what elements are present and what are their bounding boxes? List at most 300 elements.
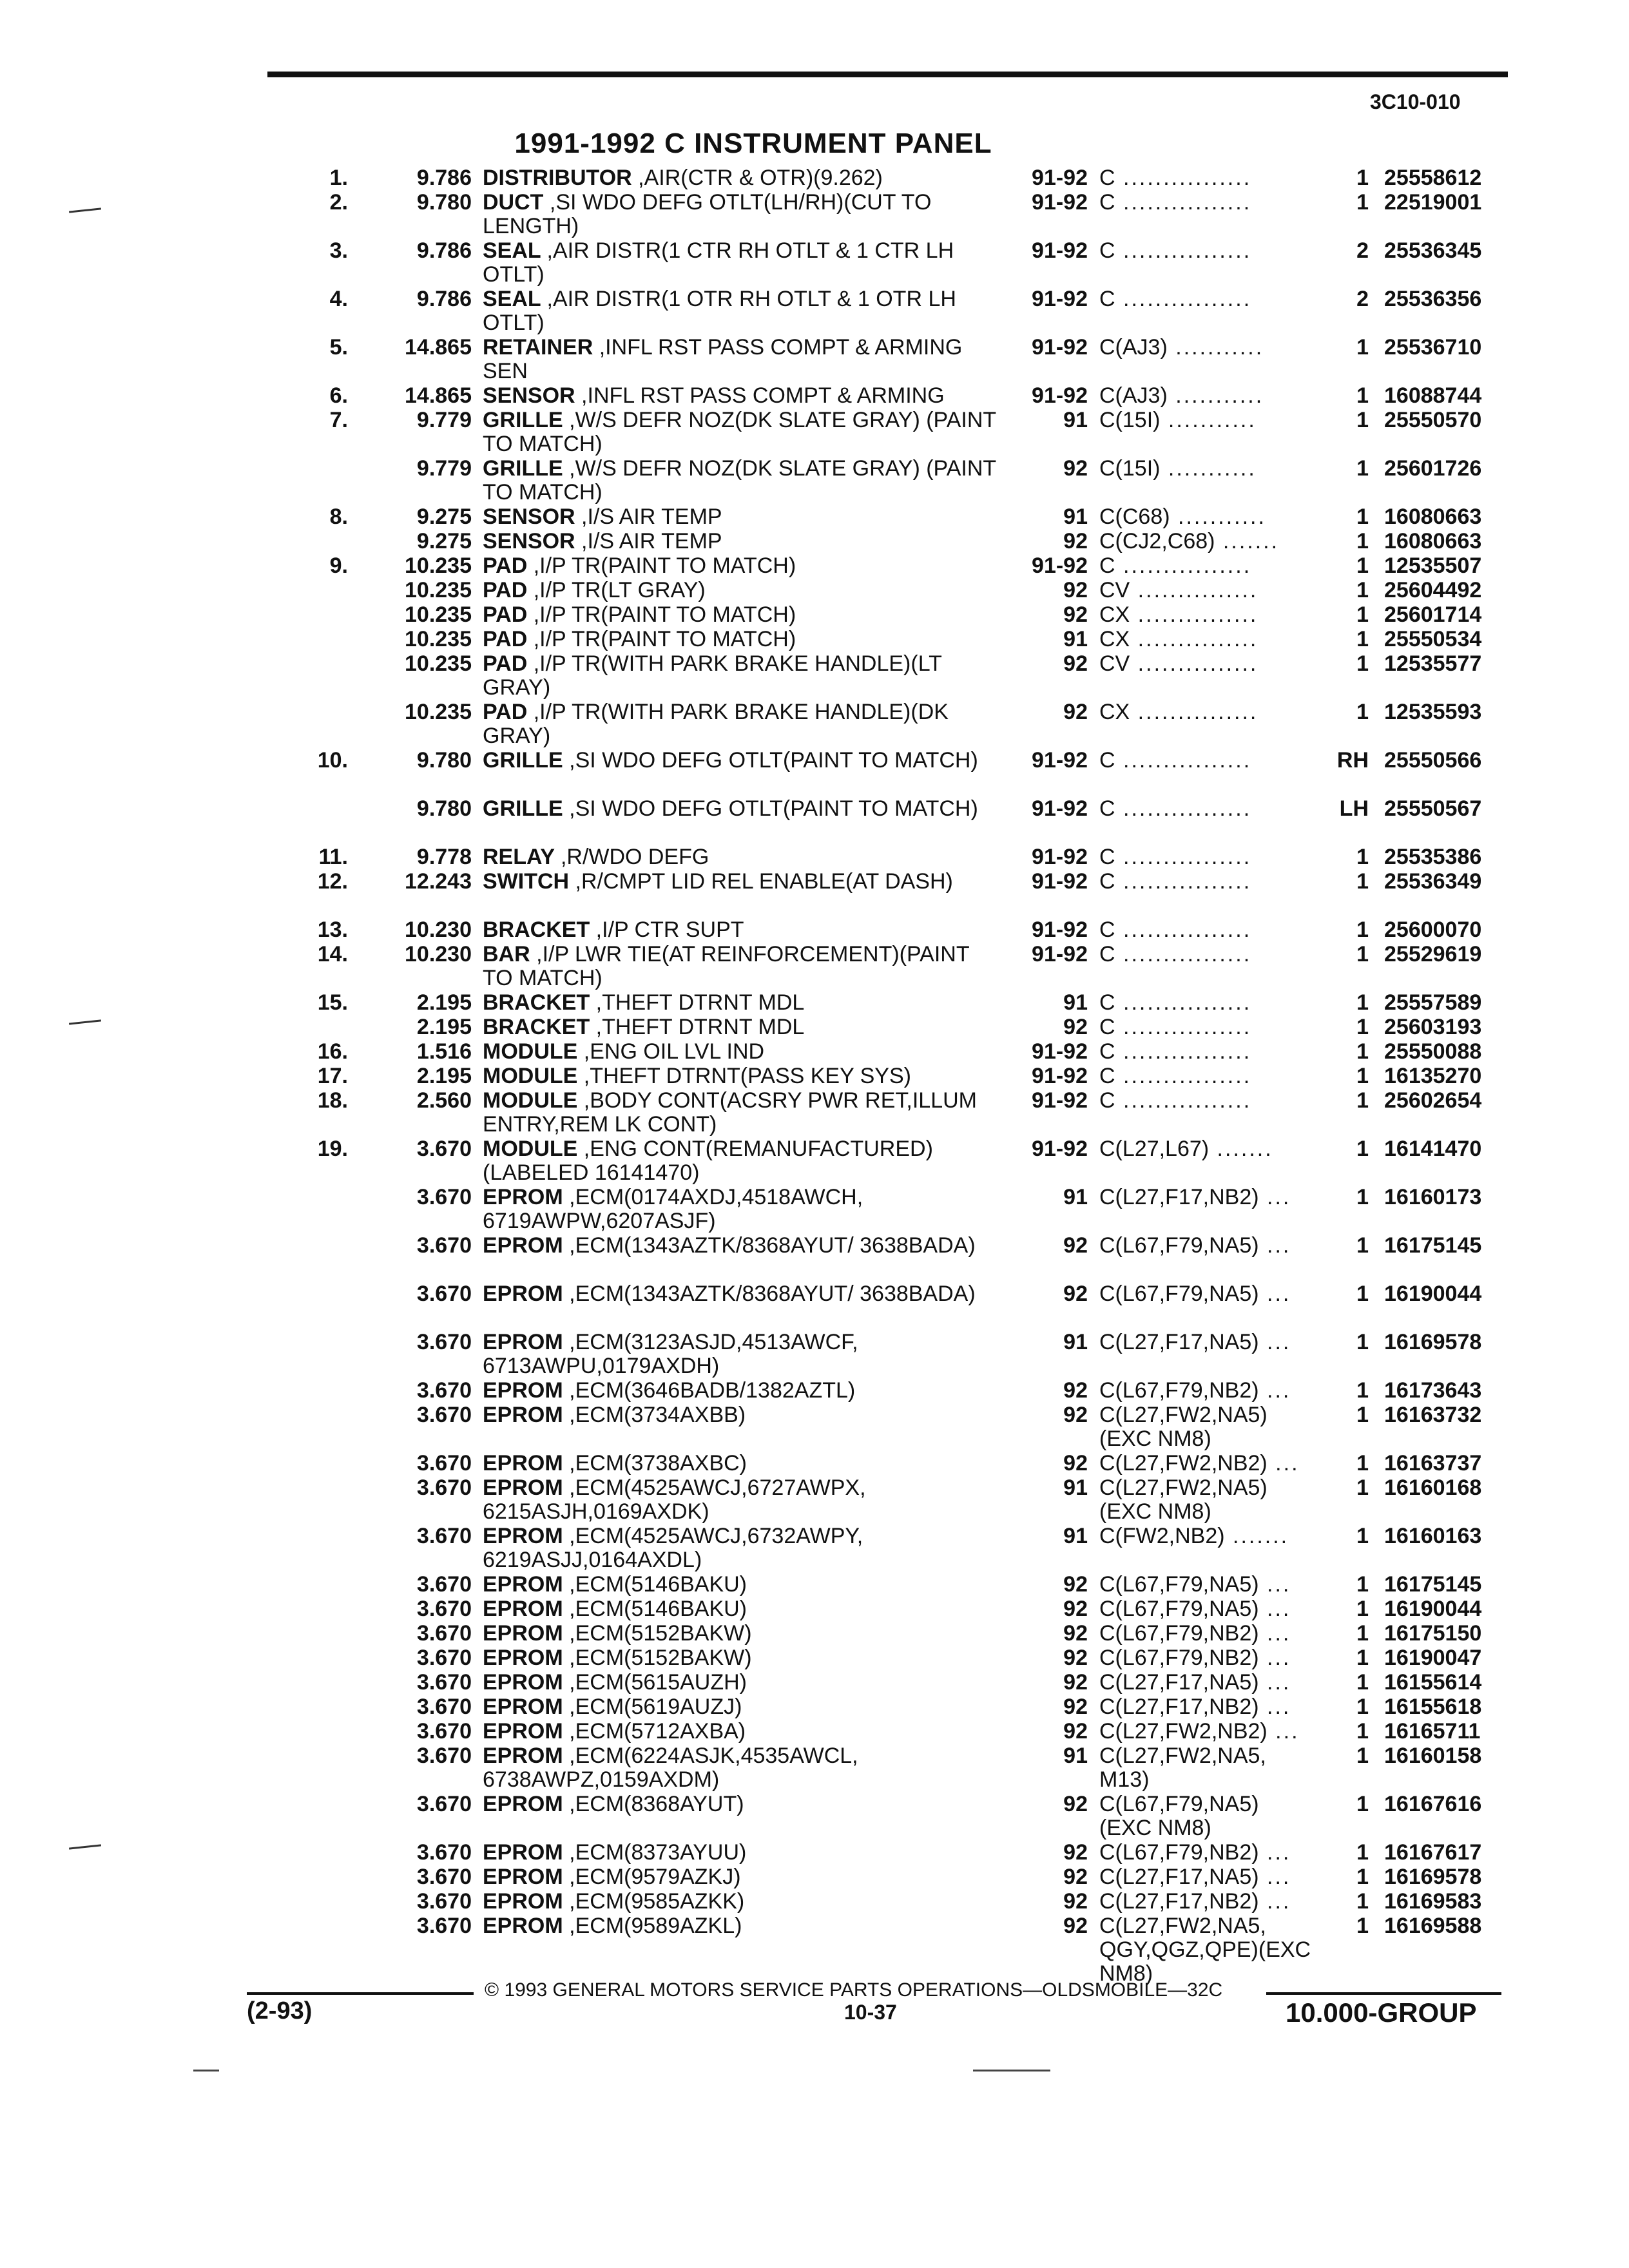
model-year: 91 <box>1063 1744 1088 1768</box>
leader-dots: ....... <box>1209 1137 1273 1161</box>
part-detail: ,I/P LWR TIE(AT REINFORCEMENT)(PAINT TO MATCH) <box>483 942 969 990</box>
quantity: 1 <box>1356 869 1369 894</box>
quantity: RH <box>1336 748 1369 773</box>
series-code-text: C(L27,FW2,NA5, QGY,QGZ,QPE)(EXC NM8) <box>1099 1914 1311 1986</box>
part-description <box>483 1089 998 1137</box>
part-description <box>483 700 998 748</box>
model-year: 92 <box>1063 1451 1088 1475</box>
part-description <box>483 579 998 602</box>
model-year: 92 <box>1063 602 1088 627</box>
series-code <box>1099 749 1315 773</box>
series-code <box>1099 1597 1315 1621</box>
series-code-text: C(AJ3) <box>1099 384 1168 408</box>
leader-dots: ... <box>1258 1622 1291 1646</box>
model-year: 92 <box>1063 1403 1088 1427</box>
part-name: EPROM <box>483 1719 563 1744</box>
leader-dots: ... <box>1258 1379 1291 1403</box>
part-description <box>483 1452 998 1475</box>
part-description <box>483 603 998 627</box>
part-number: 25601714 <box>1384 602 1482 627</box>
part-detail: ,ECM(0174AXDJ,4518AWCH, 6719AWPW,6207ASJF) <box>483 1185 863 1233</box>
parts-row <box>0 408 1629 457</box>
part-description <box>483 918 998 942</box>
series-code-text: C(L27,FW2,NB2) <box>1099 1452 1268 1475</box>
part-description <box>483 1720 998 1744</box>
reference-number: 2.195 <box>416 1015 472 1039</box>
model-year: 92 <box>1063 1282 1088 1306</box>
part-name: EPROM <box>483 1403 563 1427</box>
part-description <box>483 749 998 773</box>
part-number: 25536356 <box>1384 287 1482 311</box>
part-detail: ,AIR DISTR(1 OTR RH OTLT & 1 OTR LH OTLT) <box>483 287 956 335</box>
model-year: 92 <box>1063 1719 1088 1744</box>
quantity: 1 <box>1356 578 1369 602</box>
series-code <box>1099 628 1315 651</box>
part-number: 16190044 <box>1384 1282 1482 1306</box>
part-detail: ,ECM(5712AXBA) <box>569 1719 746 1744</box>
part-name: EPROM <box>483 1670 563 1695</box>
reference-number: 9.780 <box>416 796 472 821</box>
part-name: EPROM <box>483 1865 563 1889</box>
part-description <box>483 1186 998 1233</box>
part-detail: ,ECM(3734AXBB) <box>569 1403 746 1427</box>
reference-number: 9.778 <box>416 845 472 869</box>
series-code <box>1099 1524 1315 1548</box>
item-key: 5. <box>329 335 348 360</box>
series-code <box>1099 287 1315 311</box>
series-code <box>1099 1865 1315 1889</box>
part-number: 16175145 <box>1384 1572 1482 1597</box>
quantity: 2 <box>1356 287 1369 311</box>
series-code-text: C <box>1099 1089 1115 1113</box>
parts-row <box>0 1622 1629 1646</box>
reference-number: 3.670 <box>416 1378 472 1403</box>
footer-copyright: © 1993 GENERAL MOTORS SERVICE PARTS OPERATIONS—OLDSMOBILE—32C <box>485 1979 1223 2001</box>
leader-dots: ................ <box>1115 943 1252 966</box>
parts-row <box>0 700 1629 749</box>
part-description <box>483 1792 998 1816</box>
model-year: 92 <box>1063 1792 1088 1816</box>
leader-dots: ........... <box>1160 408 1257 432</box>
part-description <box>483 1379 998 1403</box>
series-code-text: C(AJ3) <box>1099 336 1168 360</box>
series-code-text: C(L27,FW2,NA5, M13) <box>1099 1744 1266 1792</box>
part-detail: ,ECM(5619AUZJ) <box>569 1695 742 1719</box>
part-detail: ,R/WDO DEFG <box>560 845 709 869</box>
leader-dots: ... <box>1258 1331 1291 1354</box>
model-year: 91-92 <box>1032 1137 1088 1161</box>
part-number: 25602654 <box>1384 1088 1482 1113</box>
part-number: 16088744 <box>1384 383 1482 408</box>
series-code <box>1099 457 1315 481</box>
quantity: 1 <box>1356 553 1369 578</box>
part-description <box>483 1282 998 1306</box>
series-code <box>1099 1646 1315 1670</box>
series-code-text: CX <box>1099 628 1130 651</box>
leader-dots: ... <box>1258 1865 1291 1889</box>
part-number: 12535577 <box>1384 651 1482 676</box>
parts-row <box>0 1403 1629 1452</box>
leader-dots: ... <box>1258 1671 1291 1695</box>
model-year: 92 <box>1063 1015 1088 1039</box>
series-code-text: C(L67,F79,NA5) <box>1099 1597 1259 1621</box>
leader-dots: ... <box>1258 1186 1291 1209</box>
series-code <box>1099 530 1315 553</box>
part-detail: ,I/P TR(PAINT TO MATCH) <box>533 553 796 578</box>
reference-number: 10.230 <box>405 918 472 942</box>
quantity: 1 <box>1356 166 1369 190</box>
reference-number: 1.516 <box>416 1039 472 1064</box>
part-name: SEAL <box>483 238 541 263</box>
quantity: 1 <box>1356 1889 1369 1914</box>
leader-dots: ... <box>1258 1597 1291 1621</box>
part-name: EPROM <box>483 1695 563 1719</box>
footer-page-number: 10-37 <box>844 2001 897 2024</box>
model-year: 91-92 <box>1032 1039 1088 1064</box>
series-code <box>1099 384 1315 408</box>
part-number: 25604492 <box>1384 578 1482 602</box>
series-code-text: C <box>1099 797 1115 821</box>
part-name: PAD <box>483 553 528 578</box>
series-code <box>1099 1186 1315 1209</box>
part-number: 25601726 <box>1384 456 1482 481</box>
quantity: 1 <box>1356 335 1369 360</box>
part-name: EPROM <box>483 1451 563 1475</box>
part-name: EPROM <box>483 1744 563 1768</box>
leader-dots: ........... <box>1167 384 1264 408</box>
leader-dots: ... <box>1258 1234 1291 1258</box>
item-key: 2. <box>329 190 348 215</box>
part-description <box>483 1622 998 1646</box>
part-number: 25550567 <box>1384 796 1482 821</box>
part-description <box>483 554 998 578</box>
parts-row <box>0 1890 1629 1914</box>
part-number: 16080663 <box>1384 529 1482 553</box>
part-number: 12535593 <box>1384 700 1482 724</box>
part-detail: ,ECM(9585AZKK) <box>569 1889 745 1914</box>
leader-dots: ................ <box>1115 166 1252 190</box>
parts-row <box>0 1064 1629 1089</box>
reference-number: 10.235 <box>405 578 472 602</box>
page-code: 3C10-010 <box>1370 90 1461 113</box>
series-code <box>1099 1064 1315 1088</box>
part-detail: ,SI WDO DEFG OTLT(PAINT TO MATCH) <box>569 796 978 821</box>
reference-number: 3.670 <box>416 1695 472 1719</box>
part-detail: ,ECM(3738AXBC) <box>569 1451 747 1475</box>
part-description <box>483 1914 998 1938</box>
leader-dots: ................ <box>1115 554 1252 578</box>
model-year: 92 <box>1063 456 1088 481</box>
reference-number: 3.670 <box>416 1524 472 1548</box>
part-description <box>483 628 998 651</box>
series-code <box>1099 918 1315 942</box>
part-detail: ,I/P CTR SUPT <box>595 918 744 942</box>
series-code <box>1099 1792 1315 1840</box>
part-name: EPROM <box>483 1572 563 1597</box>
quantity: 1 <box>1356 602 1369 627</box>
series-code-text: C <box>1099 991 1115 1015</box>
series-code <box>1099 505 1315 529</box>
leader-dots: ................ <box>1115 1040 1252 1064</box>
part-detail: ,I/P TR(LT GRAY) <box>533 578 706 602</box>
part-number: 16155614 <box>1384 1670 1482 1695</box>
series-code <box>1099 1573 1315 1597</box>
part-number: 16167617 <box>1384 1840 1482 1865</box>
part-name: PAD <box>483 627 528 651</box>
series-code-text: C <box>1099 870 1115 894</box>
series-code <box>1099 1137 1315 1161</box>
part-description <box>483 1476 998 1524</box>
model-year: 92 <box>1063 1865 1088 1889</box>
part-name: DUCT <box>483 190 544 215</box>
part-detail: ,BODY CONT(ACSRY PWR RET,ILLUM ENTRY,REM LK CONT) <box>483 1088 978 1137</box>
reference-number: 9.780 <box>416 190 472 215</box>
reference-number: 3.670 <box>416 1670 472 1695</box>
series-code <box>1099 1331 1315 1354</box>
part-detail: ,SI WDO DEFG OTLT(PAINT TO MATCH) <box>569 748 978 773</box>
part-name: PAD <box>483 602 528 627</box>
part-detail: ,ECM(5152BAKW) <box>569 1646 752 1670</box>
model-year: 91-92 <box>1032 942 1088 966</box>
quantity: 1 <box>1356 1572 1369 1597</box>
parts-row <box>0 1137 1629 1186</box>
model-year: 92 <box>1063 1572 1088 1597</box>
part-description <box>483 239 998 287</box>
part-name: SENSOR <box>483 529 575 553</box>
quantity: 1 <box>1356 918 1369 942</box>
part-number: 25536710 <box>1384 335 1482 360</box>
series-code <box>1099 1914 1315 1986</box>
item-key: 14. <box>317 942 348 966</box>
part-description <box>483 408 998 456</box>
reference-number: 2.195 <box>416 1064 472 1088</box>
part-name: EPROM <box>483 1914 563 1938</box>
part-name: SENSOR <box>483 383 575 408</box>
part-description <box>483 1403 998 1427</box>
reference-number: 2.195 <box>416 990 472 1015</box>
leader-dots: ... <box>1258 1646 1291 1670</box>
parts-row <box>0 166 1629 191</box>
reference-number: 14.865 <box>405 383 472 408</box>
parts-row <box>0 1524 1629 1573</box>
part-number: 16135270 <box>1384 1064 1482 1088</box>
part-description <box>483 870 998 894</box>
part-detail: ,ECM(1343AZTK/8368AYUT/ 3638BADA) <box>569 1282 976 1306</box>
item-key: 4. <box>329 287 348 311</box>
part-name: EPROM <box>483 1621 563 1646</box>
part-number: 16160163 <box>1384 1524 1482 1548</box>
part-name: EPROM <box>483 1840 563 1865</box>
footer-dash <box>973 2070 1050 2071</box>
series-code <box>1099 1379 1315 1403</box>
part-number: 16167616 <box>1384 1792 1482 1816</box>
part-name: EPROM <box>483 1233 563 1258</box>
series-code-text: C(15I) <box>1099 408 1161 432</box>
parts-row <box>0 1331 1629 1379</box>
leader-dots: ............... <box>1130 579 1258 602</box>
part-name: BRACKET <box>483 918 590 942</box>
part-number: 25600070 <box>1384 918 1482 942</box>
model-year: 91-92 <box>1032 918 1088 942</box>
series-code-text: C <box>1099 239 1115 263</box>
part-number: 16169578 <box>1384 1330 1482 1354</box>
reference-number: 3.670 <box>416 1744 472 1768</box>
quantity: 2 <box>1356 238 1369 263</box>
series-code <box>1099 1089 1315 1113</box>
part-detail: ,ECM(3123ASJD,4513AWCF, 6713AWPU,0179AXDH) <box>483 1330 858 1378</box>
parts-row <box>0 384 1629 408</box>
parts-row <box>0 1914 1629 1986</box>
parts-row <box>0 239 1629 287</box>
quantity: 1 <box>1356 1403 1369 1427</box>
model-year: 91-92 <box>1032 869 1088 894</box>
top-rule <box>267 72 1508 77</box>
part-number: 16175150 <box>1384 1621 1482 1646</box>
series-code <box>1099 408 1315 432</box>
parts-row <box>0 287 1629 336</box>
part-name: MODULE <box>483 1137 578 1161</box>
series-code-text: C <box>1099 191 1115 215</box>
series-code-text: CV <box>1099 652 1130 676</box>
part-name: DISTRIBUTOR <box>483 166 632 190</box>
item-key: 3. <box>329 238 348 263</box>
series-code-text: C(L27,FW2,NA5) (EXC NM8) <box>1099 1403 1268 1451</box>
quantity: 1 <box>1356 456 1369 481</box>
part-name: EPROM <box>483 1524 563 1548</box>
item-key: 17. <box>317 1064 348 1088</box>
quantity: 1 <box>1356 1330 1369 1354</box>
leader-dots: ................ <box>1115 191 1252 215</box>
series-code <box>1099 1720 1315 1744</box>
leader-dots: ... <box>1258 1282 1291 1306</box>
model-year: 91 <box>1063 1330 1088 1354</box>
model-year: 92 <box>1063 1378 1088 1403</box>
part-name: GRILLE <box>483 796 563 821</box>
model-year: 91-92 <box>1032 553 1088 578</box>
part-number: 25536345 <box>1384 238 1482 263</box>
reference-number: 3.670 <box>416 1282 472 1306</box>
part-detail: ,THEFT DTRNT MDL <box>595 1015 805 1039</box>
part-description <box>483 336 998 383</box>
item-key: 18. <box>317 1088 348 1113</box>
series-code <box>1099 1403 1315 1451</box>
quantity: 1 <box>1356 1064 1369 1088</box>
part-number: 16169583 <box>1384 1889 1482 1914</box>
parts-row <box>0 628 1629 652</box>
leader-dots: ................ <box>1115 1015 1252 1039</box>
part-name: EPROM <box>483 1597 563 1621</box>
parts-list <box>0 166 1629 1986</box>
parts-row <box>0 1671 1629 1695</box>
quantity: 1 <box>1356 1185 1369 1209</box>
parts-row <box>0 845 1629 870</box>
item-key: 19. <box>317 1137 348 1161</box>
leader-dots: ... <box>1258 1841 1291 1865</box>
item-key: 13. <box>317 918 348 942</box>
parts-row <box>0 1234 1629 1282</box>
parts-row <box>0 1186 1629 1234</box>
leader-dots: ................ <box>1115 239 1252 263</box>
model-year: 92 <box>1063 1914 1088 1938</box>
reference-number: 3.670 <box>416 1914 472 1938</box>
reference-number: 9.786 <box>416 238 472 263</box>
part-name: GRILLE <box>483 408 563 432</box>
quantity: 1 <box>1356 1840 1369 1865</box>
quantity: 1 <box>1356 1695 1369 1719</box>
part-number: 16190044 <box>1384 1597 1482 1621</box>
model-year: 91 <box>1063 1475 1088 1500</box>
part-description <box>483 1671 998 1695</box>
model-year: 92 <box>1063 1621 1088 1646</box>
part-description <box>483 1865 998 1889</box>
reference-number: 3.670 <box>416 1646 472 1670</box>
series-code-text: C <box>1099 845 1115 869</box>
quantity: 1 <box>1356 1524 1369 1548</box>
model-year: 91-92 <box>1032 190 1088 215</box>
part-name: SWITCH <box>483 869 570 894</box>
leader-dots: ................ <box>1115 749 1252 773</box>
part-description <box>483 1744 998 1792</box>
series-code-text: C <box>1099 554 1115 578</box>
part-name: EPROM <box>483 1889 563 1914</box>
model-year: 92 <box>1063 578 1088 602</box>
part-detail: ,I/P TR(WITH PARK BRAKE HANDLE)(DK GRAY) <box>483 700 949 748</box>
part-detail: ,ECM(9589AZKL) <box>569 1914 742 1938</box>
leader-dots: ........... <box>1160 457 1257 481</box>
quantity: 1 <box>1356 383 1369 408</box>
reference-number: 3.670 <box>416 1233 472 1258</box>
part-number: 25550088 <box>1384 1039 1482 1064</box>
part-number: 22519001 <box>1384 190 1482 215</box>
part-number: 16163737 <box>1384 1451 1482 1475</box>
quantity: 1 <box>1356 1719 1369 1744</box>
item-key: 1. <box>329 166 348 190</box>
series-code-text: C(L67,F79,NB2) <box>1099 1379 1259 1403</box>
leader-dots: ... <box>1267 1452 1300 1475</box>
model-year: 92 <box>1063 1597 1088 1621</box>
parts-row <box>0 603 1629 628</box>
part-number: 16160173 <box>1384 1185 1482 1209</box>
quantity: 1 <box>1356 1792 1369 1816</box>
parts-row <box>0 554 1629 579</box>
series-code-text: C(15I) <box>1099 457 1161 481</box>
part-number: 12535507 <box>1384 553 1482 578</box>
model-year: 91-92 <box>1032 238 1088 263</box>
leader-dots: ................ <box>1115 1089 1252 1113</box>
reference-number: 3.670 <box>416 1403 472 1427</box>
footer-rule-right <box>1266 1992 1501 1995</box>
footer-dash <box>193 2070 219 2071</box>
part-detail: ,I/P TR(PAINT TO MATCH) <box>533 627 796 651</box>
series-code-text: C(L27,F17,NA5) <box>1099 1865 1259 1889</box>
part-number: 25529619 <box>1384 942 1482 966</box>
series-code <box>1099 1622 1315 1646</box>
series-code <box>1099 336 1315 360</box>
quantity: 1 <box>1356 1914 1369 1938</box>
model-year: 91-92 <box>1032 748 1088 773</box>
series-code-text: CX <box>1099 700 1130 724</box>
part-detail: ,THEFT DTRNT(PASS KEY SYS) <box>583 1064 911 1088</box>
part-detail: ,ECM(5615AUZH) <box>569 1670 747 1695</box>
part-description <box>483 191 998 238</box>
quantity: LH <box>1339 796 1369 821</box>
parts-row <box>0 1646 1629 1671</box>
part-name: GRILLE <box>483 456 563 481</box>
series-code <box>1099 1744 1315 1792</box>
part-description <box>483 797 998 821</box>
part-name: EPROM <box>483 1330 563 1354</box>
quantity: 1 <box>1356 1865 1369 1889</box>
